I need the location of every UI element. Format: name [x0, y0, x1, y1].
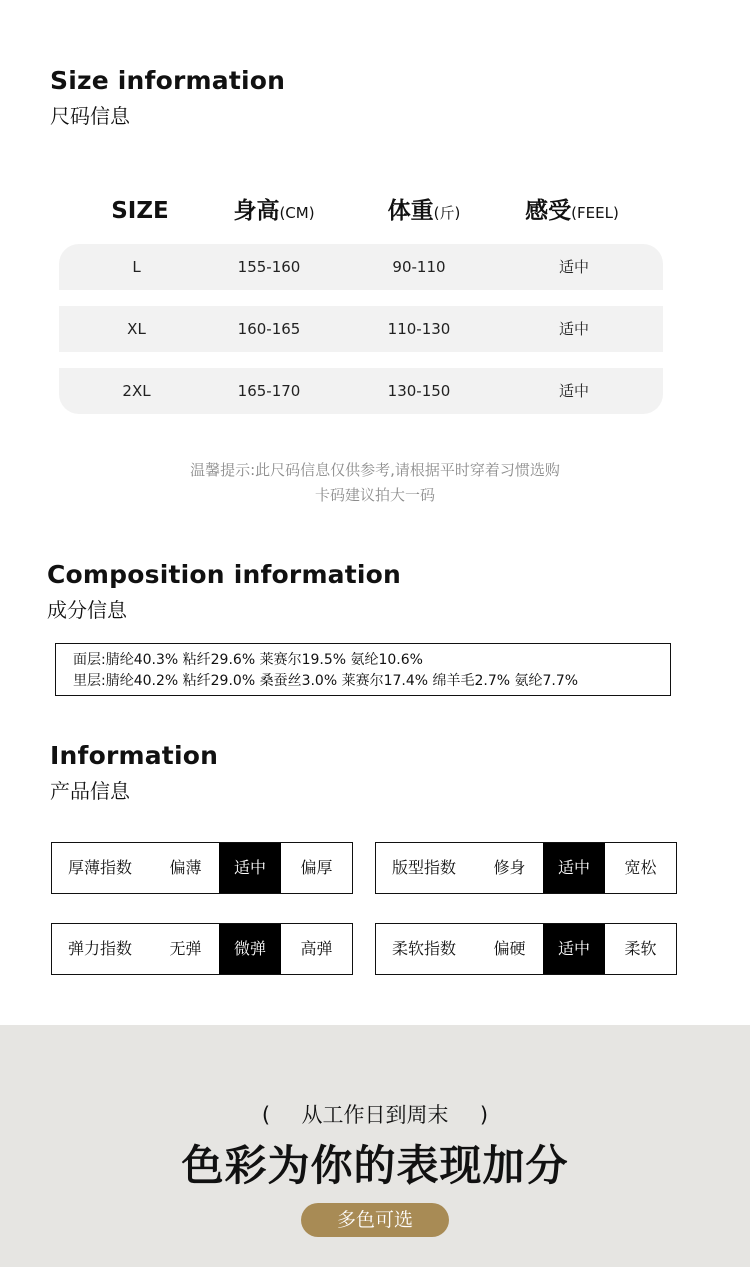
size-table-header-weight	[364, 196, 484, 226]
header-sub: (斤)	[433, 204, 461, 222]
table-cell-size: L	[132, 258, 141, 276]
index-option: 偏硬	[493, 939, 526, 958]
table-cell-feel: 适中	[558, 258, 589, 276]
index-label: 厚薄指数	[68, 858, 133, 877]
index-option: 高弹	[300, 939, 333, 958]
index-option: 无弹	[169, 939, 202, 958]
table-cell-feel: 适中	[558, 382, 589, 400]
softness-index	[375, 923, 677, 975]
multi-color-pill: 多色可选	[301, 1203, 449, 1237]
index-option: 偏薄	[169, 858, 202, 877]
size-tip-line1: 温馨提示:此尺码信息仅供参考,请根据平时穿着习惯选购	[190, 461, 560, 479]
size-tip-line2: 卡码建议拍大一码	[314, 486, 435, 504]
promo-subtitle-close: )	[479, 1103, 489, 1127]
header-main: 感受	[525, 198, 572, 224]
composition-inner-layer: 里层:腈纶40.2% 粘纤29.0% 桑蚕丝3.0% 莱赛尔17.4% 绵羊毛2.7% 氨纶7.7%	[73, 673, 579, 689]
thickness-index	[51, 842, 353, 894]
index-option-selected: 适中	[219, 843, 281, 893]
table-row	[59, 306, 663, 352]
size-section-title-cn: 尺码信息	[50, 104, 130, 128]
index-option-selected: 适中	[543, 843, 605, 893]
table-cell-size: XL	[127, 320, 146, 338]
promo-subtitle-text: 从工作日到周末	[301, 1103, 449, 1127]
promo-subtitle	[0, 1099, 750, 1129]
table-cell-feel: 适中	[558, 320, 589, 338]
table-cell-size: 2XL	[122, 382, 151, 400]
table-cell-height: 165-170	[237, 382, 301, 400]
composition-outer-layer: 面层:腈纶40.3% 粘纤29.6% 莱赛尔19.5% 氨纶10.6%	[73, 652, 423, 668]
index-option-selected: 适中	[543, 924, 605, 974]
info-title-cn: 产品信息	[50, 779, 130, 803]
header-main: 身高	[233, 198, 280, 224]
header-sub: (CM)	[279, 204, 315, 222]
composition-title-cn: 成分信息	[47, 598, 127, 622]
index-option: 修身	[493, 858, 526, 877]
header-main: SIZE	[111, 198, 169, 224]
table-row	[59, 368, 663, 414]
size-table-header-height	[209, 196, 339, 226]
size-section-title-en: Size information	[50, 66, 286, 95]
size-table-header-feel	[502, 196, 642, 226]
table-cell-weight: 90-110	[392, 258, 446, 276]
index-label: 弹力指数	[68, 939, 133, 958]
index-option: 偏厚	[300, 858, 333, 877]
composition-box	[55, 643, 671, 696]
index-option-selected: 微弹	[219, 924, 281, 974]
table-row	[59, 244, 663, 290]
elasticity-index	[51, 923, 353, 975]
fit-index	[375, 842, 677, 894]
table-cell-height: 155-160	[237, 258, 301, 276]
table-cell-weight: 110-130	[387, 320, 451, 338]
header-sub: (FEEL)	[571, 204, 619, 222]
size-table-header-size	[80, 196, 200, 226]
composition-title-en: Composition information	[47, 560, 402, 589]
info-title-en: Information	[50, 741, 219, 770]
index-label: 版型指数	[392, 858, 457, 877]
index-label: 柔软指数	[392, 939, 457, 958]
index-option: 柔软	[624, 939, 657, 958]
table-cell-weight: 130-150	[387, 382, 451, 400]
table-cell-height: 160-165	[237, 320, 301, 338]
header-main: 体重	[387, 198, 434, 224]
promo-subtitle-open: (	[261, 1103, 271, 1127]
promo-title: 色彩为你的表现加分	[181, 1141, 569, 1190]
index-option: 宽松	[624, 858, 657, 877]
